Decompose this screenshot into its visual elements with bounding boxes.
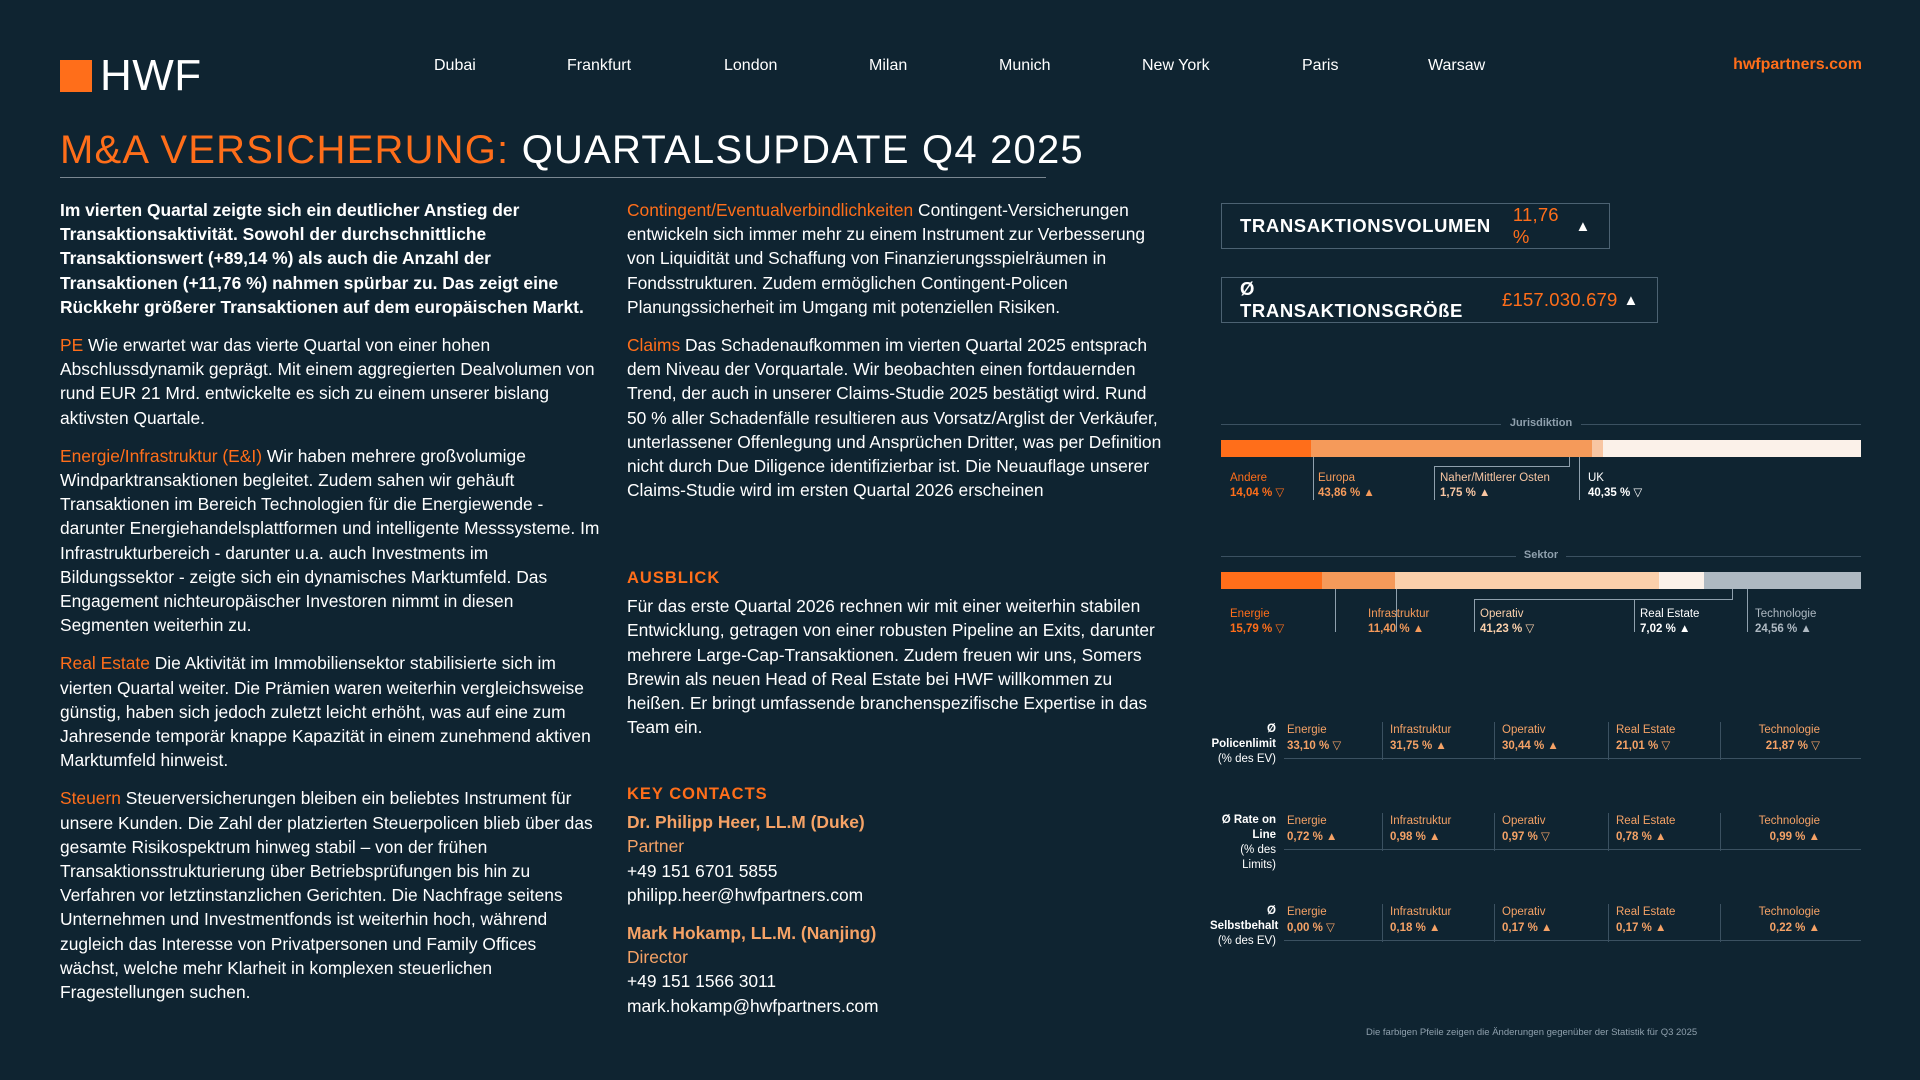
metric-number: 0,22 % [1769, 922, 1809, 934]
metric-cell [1390, 722, 1492, 754]
metric-cell [1728, 722, 1820, 754]
metric-cell [1390, 813, 1492, 845]
metric-value [1616, 738, 1718, 754]
column-divider [1382, 904, 1383, 942]
metric-number: 31,75 % [1390, 740, 1436, 752]
contact-phone[interactable]: +49 151 1566 3011 [627, 971, 777, 992]
kpi-value: £157.030.679 [1501, 289, 1618, 310]
metric-cell [1728, 904, 1820, 936]
bar-segment-operativ [1395, 572, 1659, 589]
column-divider [1720, 904, 1721, 942]
contact-email[interactable]: mark.hokamp@hwfpartners.com [627, 995, 879, 1016]
down-arrow-icon: ▽ [1275, 623, 1285, 635]
metric-number: 0,72 % [1287, 831, 1326, 843]
metric-value [1616, 920, 1718, 936]
metric-label [1210, 722, 1276, 767]
metric-number: 21,87 % [1765, 740, 1812, 752]
connector-line [1747, 589, 1748, 632]
metric-value [1390, 738, 1492, 754]
nav-paris[interactable]: Paris [1302, 57, 1339, 74]
chart-label [1480, 607, 1534, 637]
metric-value [1287, 738, 1380, 754]
contact-role: Director [627, 947, 688, 968]
metric-category: Real Estate [1616, 815, 1676, 827]
logo-mark [60, 60, 92, 92]
metric-number: 21,01 % [1616, 740, 1662, 752]
down-arrow-icon: ▽ [1525, 623, 1535, 635]
nav-frankfurt[interactable]: Frankfurt [567, 57, 632, 74]
pe-text: Wie erwartet war das vierte Quartal von einer hohen Abschlussdynamik geprägt. Mit einem aggregierten Dealvolumen von rund EUR 21 Mrd. entwickelte es sich zu einem unserer bislang aktivsten Quartale. [60, 335, 595, 428]
chart-label [1368, 607, 1429, 637]
up-arrow-icon: ▲ [1429, 922, 1441, 934]
metric-category: Energie [1287, 906, 1327, 918]
down-arrow-icon: ▽ [1332, 740, 1342, 752]
category-name: Europa [1318, 472, 1356, 484]
up-arrow-icon: ▲ [1679, 623, 1691, 635]
claims-keyword: Claims [627, 335, 681, 356]
down-arrow-icon: ▽ [1275, 487, 1285, 499]
contact-role: Partner [627, 836, 685, 857]
nav-new-york[interactable]: New York [1142, 57, 1210, 74]
down-arrow-icon: ▽ [1661, 740, 1671, 752]
category-name: Infrastruktur [1368, 608, 1430, 620]
bar-segment-uk [1603, 440, 1861, 457]
bar-segment-infrastruktur [1322, 572, 1395, 589]
column-divider [1494, 722, 1495, 760]
connector-line [1579, 457, 1580, 500]
metric-category: Operativ [1502, 906, 1546, 918]
metric-title: Ø Selbstbehalt [1210, 905, 1279, 932]
up-arrow-icon: ▲ [1479, 487, 1491, 499]
contacts-section [627, 782, 1167, 1018]
metric-category: Infrastruktur [1390, 906, 1452, 918]
column-divider [1494, 904, 1495, 942]
up-arrow-icon: ▲ [1326, 831, 1338, 843]
metric-number: 0,00 % [1287, 922, 1326, 934]
nav-london[interactable]: London [724, 57, 778, 74]
category-name: Operativ [1480, 608, 1524, 620]
row-divider [1284, 849, 1861, 850]
outlook-text: Für das erste Quartal 2026 rechnen wir mit einer weiterhin stabilen Entwicklung, getragen von einer robusten Pipeline an Exits, darunter mehrere Large-Cap-Transaktionen. Zudem freuen wir uns, Somers Brewin als neuen Head of Real Estate bei HWF willkommen zu heißen. Er bringt umfassende branchenspezifische Expertise in das Team ein. [627, 596, 1155, 738]
up-arrow-icon: ▲ [1541, 922, 1553, 934]
contact-name: Mark Hokamp, LL.M. (Nanjing) [627, 923, 877, 944]
connector-line [1335, 589, 1336, 632]
metric-value [1390, 829, 1492, 845]
footnote: Die farbigen Pfeile zeigen die Änderungen gegenüber der Statistik für Q3 2025 [1366, 1027, 1698, 1038]
up-arrow-icon: ▲ [1363, 487, 1375, 499]
metric-title: Ø Policenlimit [1211, 723, 1276, 750]
metric-value [1287, 920, 1380, 936]
left-column [60, 198, 600, 1018]
metric-number: 0,18 % [1390, 922, 1429, 934]
contact-email[interactable]: philipp.heer@hwfpartners.com [627, 884, 864, 905]
metric-category: Operativ [1502, 815, 1546, 827]
metric-cell [1616, 722, 1718, 754]
down-arrow-icon: ▽ [1633, 487, 1643, 499]
outlook-section [627, 566, 1167, 739]
metric-cell [1502, 722, 1606, 754]
category-value: 1,75 % [1440, 487, 1476, 499]
metric-category: Energie [1287, 815, 1327, 827]
up-arrow-icon: ▲ [1655, 922, 1667, 934]
kpi-transaction-volume [1221, 203, 1610, 249]
category-value: 24,56 % [1755, 623, 1798, 635]
kpi-label: Ø TRANSAKTIONSGRÖßE [1240, 278, 1463, 321]
column-divider [1720, 813, 1721, 851]
connector-line [1434, 466, 1435, 500]
logo-text: HWF [100, 51, 202, 100]
up-arrow-icon: ▲ [1808, 922, 1820, 934]
column-divider [1382, 722, 1383, 760]
nav-milan[interactable]: Milan [869, 57, 908, 74]
contact-name: Dr. Philipp Heer, LL.M (Duke) [627, 812, 865, 833]
intro-text: Im vierten Quartal zeigte sich ein deutlicher Anstieg der Transaktionsaktivität. Sowohl der durchschnittliche Transaktionswert (+89,14 %) als auch die Anzahl der Transaktionen (+11,76 %) nahmen spürbar zu. Das zeigt eine Rückkehr größerer Transaktionen auf dem europäischen Markt. [60, 200, 584, 317]
ei-keyword: Energie/Infrastruktur (E&I) [60, 445, 262, 466]
metric-category: Operativ [1502, 724, 1546, 736]
metric-value [1287, 829, 1380, 845]
metric-number: 0,78 % [1616, 831, 1655, 843]
sector-bar [1221, 572, 1861, 589]
chart-label [1755, 607, 1816, 637]
up-arrow-icon: ▲ [1655, 831, 1667, 843]
up-arrow-icon: ▲ [1412, 623, 1425, 635]
connector-line [1313, 457, 1314, 500]
row-divider [1284, 758, 1861, 759]
metric-number: 33,10 % [1287, 740, 1333, 752]
column-divider [1608, 813, 1609, 851]
page-title [60, 126, 1084, 174]
website-link[interactable]: hwfpartners.com [1733, 56, 1862, 73]
connector-line [1474, 599, 1475, 632]
category-name: Naher/Mittlerer Osten [1440, 472, 1550, 484]
up-arrow-icon: ▲ [1429, 831, 1441, 843]
metric-cell [1287, 813, 1380, 845]
kpi-value: 11,76 % [1512, 204, 1559, 247]
title-main: QUARTALSUPDATE Q4 2025 [521, 128, 1084, 172]
column-divider [1608, 904, 1609, 942]
category-name: UK [1588, 472, 1604, 484]
title-divider [60, 177, 1046, 178]
contingent-text: Contingent-Versicherungen entwickeln sich immer mehr zu einem Instrument zur Verbesserung von Liquidität und Schaffung von Finanzierungsspielräumen in Fondsstrukturen. Zudem ermöglichen Contingent-Policen Planungssicherheit im Umgang mit potenziellen Risiken. [627, 200, 1146, 317]
metric-category: Infrastruktur [1390, 815, 1452, 827]
divider [1221, 424, 1501, 425]
category-name: Andere [1230, 472, 1268, 484]
bar-segment-energie [1221, 572, 1322, 589]
category-name: Real Estate [1640, 608, 1700, 620]
category-value: 15,79 % [1230, 623, 1273, 635]
metric-value [1502, 829, 1606, 845]
metric-number: 0,97 % [1502, 831, 1541, 843]
metric-row [1210, 904, 1861, 947]
metric-row [1210, 813, 1861, 871]
metric-cell [1287, 904, 1380, 936]
ei-text: Wir haben mehrere großvolumige Windparktransaktionen begleitet. Zudem sahen wir gehäuft Transaktionen im Bereich Technologien für die Energiewende - darunter Energiehandelsplattformen und intelligente Messsysteme. Im Infrastrukturbereich - darunter u.a. auch Investments im Bildungssektor - zeigte sich ein dynamisches Marktumfeld. Das Engagement nichteuropäischer Investoren nimmt in diesen Segmenten weiterhin zu. [60, 445, 600, 636]
metric-category: Energie [1287, 724, 1327, 736]
chart-label [1640, 607, 1699, 637]
divider [1581, 424, 1861, 425]
chart-label [1230, 607, 1284, 637]
row-divider [1284, 940, 1861, 941]
connector-line [1634, 599, 1635, 632]
contacts-heading: KEY CONTACTS [627, 785, 768, 803]
contact-card [627, 921, 1167, 1018]
metric-value [1502, 920, 1606, 936]
metric-value [1616, 829, 1718, 845]
metric-category: Real Estate [1616, 906, 1676, 918]
chart-label [1318, 471, 1375, 501]
re-keyword: Real Estate [60, 653, 150, 674]
contact-card [627, 810, 1167, 907]
metric-number: 0,98 % [1390, 831, 1429, 843]
category-value: 11,40 % [1368, 623, 1410, 635]
claims-text: Das Schadenaufkommen im vierten Quartal 2025 entsprach dem Niveau der Vorquartale. Wir beobachten einen fortdauernden Trend, der auch in unserer Claims-Studie 2025 bestätigt wird. Rund 50 % aller Schadenfälle resultieren aus Vorsatz/Arglist der Verkäufer, unterlassener Offenlegung und Ansprüchen Dritter, was per Definition nicht durch Due Diligence identifizierbar ist. Die Neuauflage unserer Claims-Studie wird im ersten Quartal 2026 erscheinen [627, 335, 1162, 501]
contact-phone[interactable]: +49 151 6701 5855 [627, 860, 778, 881]
category-name: Technologie [1755, 608, 1817, 620]
bar-segment-technologie [1704, 572, 1861, 589]
metric-value [1502, 738, 1606, 754]
metric-category: Infrastruktur [1390, 724, 1452, 736]
metric-cell [1616, 813, 1718, 845]
metric-category: Real Estate [1616, 724, 1676, 736]
chart-title: Sektor [1523, 549, 1559, 561]
kpi-avg-transaction-size [1221, 277, 1658, 323]
category-value: 7,02 % [1640, 623, 1676, 635]
metric-number: 0,99 % [1769, 831, 1809, 843]
column-divider [1494, 813, 1495, 851]
category-value: 41,23 % [1480, 623, 1523, 635]
metric-label [1210, 813, 1276, 873]
title-prefix: M&A VERSICHERUNG: [60, 128, 510, 172]
kpi-label: TRANSAKTIONSVOLUMEN [1240, 215, 1491, 236]
divider [1221, 556, 1516, 557]
outlook-heading: AUSBLICK [627, 569, 721, 587]
up-arrow-icon: ▲ [1623, 291, 1639, 309]
column-divider [1720, 722, 1721, 760]
nav-warsaw[interactable]: Warsaw [1428, 57, 1486, 74]
nav-dubai[interactable]: Dubai [434, 57, 476, 74]
metric-cell [1616, 904, 1718, 936]
category-value: 43,86 % [1318, 487, 1361, 499]
metric-number: 0,17 % [1502, 922, 1541, 934]
metric-subtitle: (% des EV) [1217, 935, 1276, 947]
metric-cell [1502, 813, 1606, 845]
middle-column [627, 198, 1167, 516]
chart-label [1588, 471, 1642, 501]
metric-category: Technologie [1758, 815, 1820, 827]
column-divider [1608, 722, 1609, 760]
up-arrow-icon: ▲ [1575, 217, 1591, 235]
metric-cell [1390, 904, 1492, 936]
metric-value [1728, 829, 1820, 845]
metric-subtitle: (% des EV) [1217, 753, 1276, 765]
metric-label [1210, 904, 1279, 949]
down-arrow-icon: ▽ [1541, 831, 1550, 843]
metric-number: 30,44 % [1502, 740, 1548, 752]
metric-value [1728, 738, 1820, 754]
column-divider [1382, 813, 1383, 851]
connector-line [1434, 457, 1570, 467]
metric-category: Technologie [1758, 906, 1820, 918]
chart-label [1440, 471, 1550, 501]
contingent-keyword: Contingent/Eventualverbindlichkeiten [627, 200, 914, 220]
category-value: 14,04 % [1230, 487, 1273, 499]
nav-munich[interactable]: Munich [999, 57, 1051, 74]
category-name: Energie [1230, 608, 1270, 620]
jurisdiction-bar [1221, 440, 1861, 457]
down-arrow-icon: ▽ [1811, 740, 1820, 752]
metric-cell [1502, 904, 1606, 936]
metric-title: Ø Rate on Line [1221, 814, 1276, 841]
re-text: Die Aktivität im Immobiliensektor stabilisierte sich im vierten Quartal weiter. Die Prämien waren weiterhin vergleichsweise günstig, haben sich jedoch zuletzt leicht erhöht, was auf eine zum Jahresende temporär knappe Kapazität in einem zunehmend aktiven Marktumfeld hinweist. [60, 653, 591, 771]
chart-label [1230, 471, 1284, 501]
up-arrow-icon: ▲ [1808, 831, 1820, 843]
metric-number: 0,17 % [1616, 922, 1655, 934]
up-arrow-icon: ▲ [1800, 623, 1812, 635]
metric-value [1728, 920, 1820, 936]
up-arrow-icon: ▲ [1435, 740, 1447, 752]
bar-segment-europa [1311, 440, 1592, 457]
metric-value [1390, 920, 1492, 936]
metric-cell [1728, 813, 1820, 845]
tax-text: Steuerversicherungen bleiben ein beliebtes Instrument für unsere Kunden. Die Zahl der platzierten Steuerpolicen blieb über das gesamte Risikospektrum hinweg stabil – von der frühen Transaktionsstrukturierung über Betriebsprüfungen bis hin zu Verfahren vor letztinstanzlichen Gerichten. Die Nachfrage seitens Unternehmen und Investmentfonds ist weiterhin hoch, während zugleich das Interesse von Privatpersonen und Family Offices wächst, welche mehr Klarheit in komplexen steuerlichen Fragestellungen suchen. [60, 788, 593, 1003]
metric-category: Technologie [1758, 724, 1820, 736]
connector-line [1474, 589, 1733, 600]
metric-subtitle: (% des Limits) [1240, 844, 1276, 871]
bar-segment-naher-mittlerer-osten [1592, 440, 1603, 457]
chart-title: Jurisdiktion [1509, 417, 1573, 429]
bar-segment-real-estate [1659, 572, 1704, 589]
down-arrow-icon: ▽ [1326, 922, 1335, 934]
metric-row [1210, 722, 1861, 765]
bar-segment-andere [1221, 440, 1311, 457]
category-value: 40,35 % [1588, 487, 1631, 499]
up-arrow-icon: ▲ [1547, 740, 1559, 752]
tax-keyword: Steuern [60, 788, 121, 809]
pe-keyword: PE [60, 335, 84, 356]
metric-cell [1287, 722, 1380, 754]
divider [1566, 556, 1861, 557]
